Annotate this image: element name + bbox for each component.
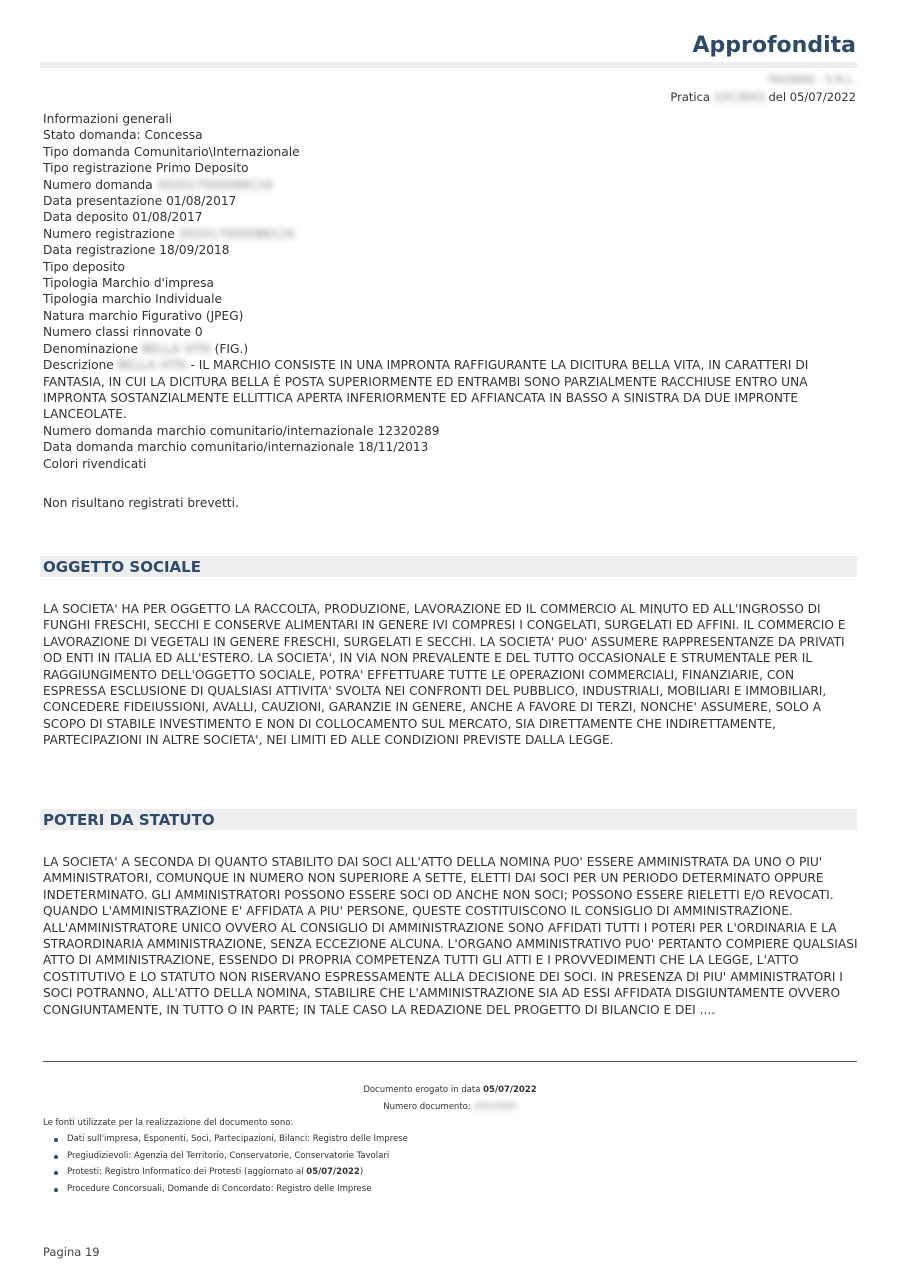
numero-documento-value: 19919849 bbox=[473, 1102, 517, 1112]
info-tipo-registrazione: Tipo registrazione Primo Deposito bbox=[43, 161, 249, 176]
info-tipo-deposito: Tipo deposito bbox=[43, 259, 125, 274]
poteri-statuto-text: LA SOCIETA' A SECONDA DI QUANTO STABILITO DAI SOCI ALL'ATTO DELLA NOMINA PUO' ESSERE AMMINISTRATA DA UNO O PIU' AMMINISTRATORI, COMUNQUE IN NUMERO NON SUPERIORE A SETTE, ELETTI DAI SOCI PER UN PERIODO DETERMINATO OPPURE INDETERMINATO. GLI AMMINISTRATORI POSSONO ESSERE SOCI OD ANCHE NON SOCI; POSSONO ESSERE RIELETTI E/O REVOCATI. QUANDO L'AMMINISTRAZIONE E' AFFIDATA A PIU' PERSONE, QUESTE COSTITUISCONO IL CONSIGLIO DI AMMINISTRAZIONE. ALL'AMMINISTRATORE UNICO OVVERO AL CONSIGLIO DI AMMINISTRAZIONE SONO AFFIDATI TUTTI I POTERI PER L'ORDINARIA E LA STRAORDINARIA AMMINISTRAZIONE, SENZA ECCEZIONE ALCUNA. L'ORGANO AMMINISTRATIVO PUO' PERTANTO COMPIERE QUALSIASI ATTO DI AMMINISTRAZIONE, ESSENDO DI PROPRIA COMPETENZA TUTTI GLI ATTI E I PROVVEDIMENTI CHE LA LEGGE, L'ATTO COSTITUTIVO E LO STATUTO NON RISERVANO ESPRESSAMENTE ALLA DECISIONE DEI SOCI. IN PRESENZA DI PIU' AMMINISTRATORI I SOCI POTRANNO, ALL'ATTO DELLA NOMINA, STABILIRE CHE L'AMMINISTRAZIONE SIA AD ESSI AFFIDATA DISGIUNTAMENTE OVVERO CONGIUNTAMENTE, IN TUTTO O IN PARTE; IN TALE CASO LA REDAZIONE DEL PROGETTO DI BILANCIO E DEI .... bbox=[43, 855, 858, 1017]
documento-erogato bbox=[0, 1085, 900, 1095]
info-stato-domanda: Stato domanda: Concessa bbox=[43, 128, 203, 143]
sources-list bbox=[43, 1134, 408, 1200]
info-colori: Colori rivendicati bbox=[43, 456, 147, 471]
protesti-suffix: ) bbox=[359, 1167, 364, 1177]
info-data-domanda-comunitario: Data domanda marchio comunitario/internazionale 18/11/2013 bbox=[43, 440, 429, 455]
pratica-date: del 05/07/2022 bbox=[768, 90, 856, 104]
numero-documento bbox=[0, 1102, 900, 1112]
title-divider bbox=[40, 62, 857, 68]
brevetti-note: Non risultano registrati brevetti. bbox=[43, 496, 239, 510]
pratica-label: Pratica bbox=[670, 90, 710, 104]
info-numero-registrazione bbox=[43, 226, 858, 242]
info-numero-domanda-comunitario: Numero domanda marchio comunitario/internazionale 12320289 bbox=[43, 423, 440, 438]
source-item: Pregiudizievoli: Agenzia del Territorio, Conservatorie, Conservatorie Tavolari bbox=[43, 1151, 408, 1168]
poteri-statuto-title: POTERI DA STATUTO bbox=[43, 811, 215, 829]
info-descrizione bbox=[43, 357, 858, 423]
pratica-number: 1913843 bbox=[713, 90, 765, 104]
info-data-registrazione: Data registrazione 18/09/2018 bbox=[43, 243, 230, 258]
info-data-deposito: Data deposito 01/08/2017 bbox=[43, 210, 203, 225]
footer-divider bbox=[43, 1061, 857, 1062]
info-numero-domanda bbox=[43, 177, 858, 193]
info-numero-classi: Numero classi rinnovate 0 bbox=[43, 325, 203, 340]
numero-domanda-label: Numero domanda bbox=[43, 177, 153, 192]
numero-registrazione-label: Numero registrazione bbox=[43, 226, 175, 241]
oggetto-sociale-title: OGGETTO SOCIALE bbox=[43, 558, 201, 576]
sources-title: Le fonti utilizzate per la realizzazione del documento sono: bbox=[43, 1118, 294, 1128]
numero-domanda-value: 302017000088116 bbox=[156, 177, 273, 192]
descrizione-label: Descrizione bbox=[43, 358, 114, 373]
erogato-date: 05/07/2022 bbox=[483, 1085, 537, 1095]
info-natura-marchio: Natura marchio Figurativo (JPEG) bbox=[43, 308, 244, 323]
source-item-protesti bbox=[43, 1167, 408, 1184]
trademark-info bbox=[43, 111, 858, 472]
page-number: Pagina 19 bbox=[43, 1245, 100, 1259]
info-denominazione bbox=[43, 341, 858, 357]
denominazione-suffix: (FIG.) bbox=[214, 341, 249, 356]
numero-documento-label: Numero documento: bbox=[383, 1102, 471, 1112]
denominazione-value: BELLA VITA bbox=[141, 341, 211, 356]
info-data-presentazione: Data presentazione 01/08/2017 bbox=[43, 194, 237, 209]
numero-registrazione-value: 302017000088116 bbox=[178, 226, 295, 241]
protesti-prefix: Protesti: Registro Informatico dei Protesti (aggiornato al bbox=[67, 1167, 304, 1177]
protesti-date: 05/07/2022 bbox=[306, 1167, 360, 1177]
denominazione-label: Denominazione bbox=[43, 341, 138, 356]
pratica-line bbox=[670, 90, 856, 104]
source-item: Procedure Concorsuali, Domande di Concordato: Registro delle Imprese bbox=[43, 1184, 408, 1201]
descrizione-text: - IL MARCHIO CONSISTE IN UNA IMPRONTA RAFFIGURANTE LA DICITURA BELLA VITA, IN CARATTERI DI FANTASIA, IN CUI LA DICITURA BELLA È POSTA SUPERIORMENTE ED ENTRAMBI SONO PARZIALMENTE RACCHIUSE ENTRO UNA IMPRONTA SOSTANZIALMENTE ELLITTICA APERTA INFERIORMENTE ED AFFIANCATA IN BASSO A SINISTRA DA DUE IMPRONTE LANCEOLATE. bbox=[43, 358, 809, 422]
info-tipo-domanda: Tipo domanda Comunitario\Internazionale bbox=[43, 144, 300, 159]
erogato-label: Documento erogato in data bbox=[363, 1085, 481, 1095]
oggetto-sociale-text: LA SOCIETA' HA PER OGGETTO LA RACCOLTA, PRODUZIONE, LAVORAZIONE ED IL COMMERCIO AL MINUTO ED ALL'INGROSSO DI FUNGHI FRESCHI, SECCHI E CONSERVE ALIMENTARI IN GENERE IVI COMPRESI I CONGELATI, SURGELATI ED AFFINI. IL COMMERCIO E LAVORAZIONE DI VEGETALI IN GENERE FRESCHI, SURGELATI E SECCHI. LA SOCIETA' PUO' ASSUMERE RAPPRESENTANZE DA PRIVATI OD ENTI IN ITALIA ED ALL'ESTERO. LA SOCIETA', IN VIA NON PREVALENTE E DEL TUTTO OCCASIONALE E STRUMENTALE PER IL RAGGIUNGIMENTO DELL'OGGETTO SOCIALE, POTRA' EFFETTUARE TUTTE LE OPERAZIONI COMMERCIALI, FINANZIARIE, CON ESPRESSA ESCLUSIONE DI QUALSIASI ATTIVITA' SVOLTA NEI CONFRONTI DEL PUBBLICO, INDUSTRIALI, MOBILIARI E IMMOBILIARI, CONCEDERE FIDEIUSSIONI, AVALLI, CAUZIONI, GARANZIE IN GENERE, ANCHE A FAVORE DI TERZI, NONCHE' ASSUMERE, SOLO A SCOPO DI STABILE INVESTIMENTO E NON DI COLLOCAMENTO SUL MERCATO, SIA DIRETTAMENTE CHE INDIRETTAMENTE, PARTECIPAZIONI IN ALTRE SOCIETA', NEI LIMITI ED ALLE CONDIZIONI PREVISTE DALLA LEGGE. bbox=[43, 602, 846, 748]
company-name: PAGNAN - S.R.L. bbox=[768, 73, 856, 86]
info-tipologia-marchio-individuale: Tipologia marchio Individuale bbox=[43, 292, 223, 307]
source-item: Dati sull'impresa, Esponenti, Soci, Partecipazioni, Bilanci: Registro delle Imprese bbox=[43, 1134, 408, 1151]
descrizione-value: BELLA VITA bbox=[117, 358, 187, 373]
info-tipologia-marchio: Tipologia Marchio d'impresa bbox=[43, 276, 214, 291]
report-title: Approfondita bbox=[692, 33, 856, 58]
info-heading: Informazioni generali bbox=[43, 112, 173, 126]
